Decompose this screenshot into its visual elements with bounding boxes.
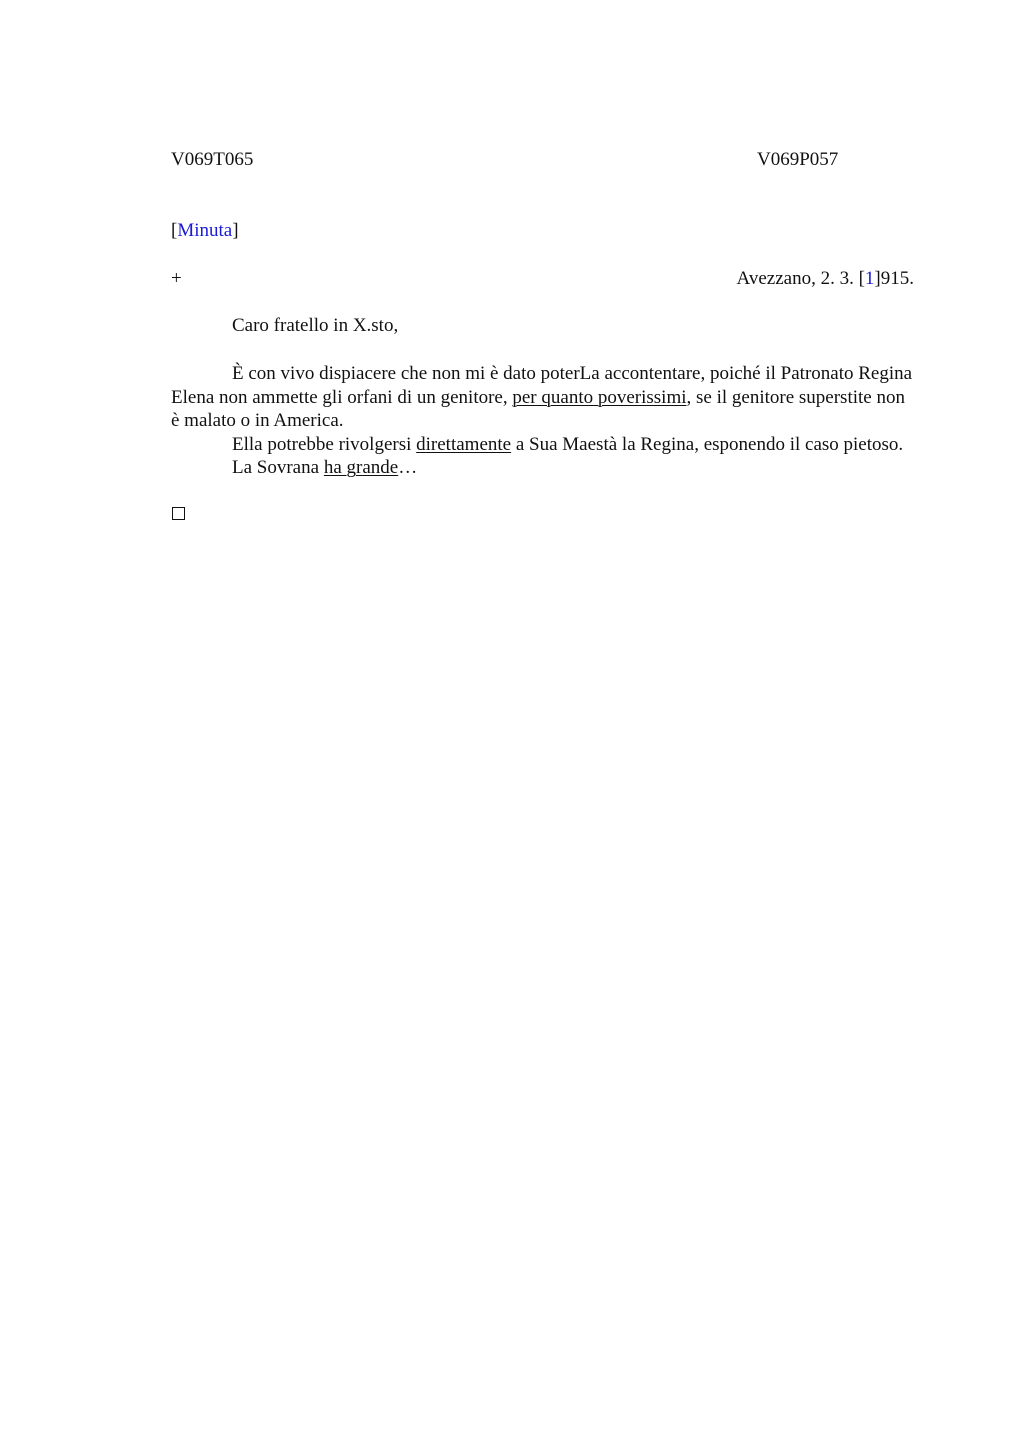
paragraph-1-underlined: per quanto poverissimi (512, 386, 687, 408)
document-code-right: V069P057 (757, 149, 839, 170)
paragraph-2-text-a: Ella potrebbe rivolgersi (232, 433, 417, 455)
paragraph-1-text-b: , se il genitore superstite non è malato o in America. (171, 386, 905, 431)
salutation: Caro fratello in X.sto, (232, 315, 399, 336)
place-date-prefix: Avezzano, 2. 3. [ (736, 268, 865, 289)
empty-square-icon (172, 507, 185, 520)
paragraph-3-underlined: ha grande (323, 457, 399, 478)
place-date-suffix: ]915. (874, 268, 914, 289)
cross-symbol: + (171, 268, 182, 289)
paragraph-1 (171, 362, 916, 433)
document-code-left: V069T065 (171, 149, 254, 170)
minuta-label: Minuta (177, 220, 233, 241)
paragraph-2-text-b: a Sua Maestà la Regina, esponendo il caso pietoso. (511, 433, 904, 455)
letter-body (171, 362, 916, 480)
paragraph-3-text-b: … (398, 457, 418, 478)
bracket-open: [ (171, 220, 178, 241)
paragraph-3 (171, 456, 916, 480)
paragraph-2 (171, 433, 916, 457)
bracket-close: ] (232, 220, 239, 241)
paragraph-2-underlined: direttamente (416, 433, 512, 455)
paragraph-1-text-a: È con vivo dispiacere che non mi è dato poterLa accontentare, poiché il Patronato Regina Elena non ammette gli orfani di un genitore, (171, 363, 913, 408)
place-date-line (737, 269, 914, 288)
document-type-label (171, 221, 239, 240)
place-date-inserted-digit: 1 (864, 268, 875, 289)
paragraph-3-text-a: La Sovrana (232, 457, 324, 478)
